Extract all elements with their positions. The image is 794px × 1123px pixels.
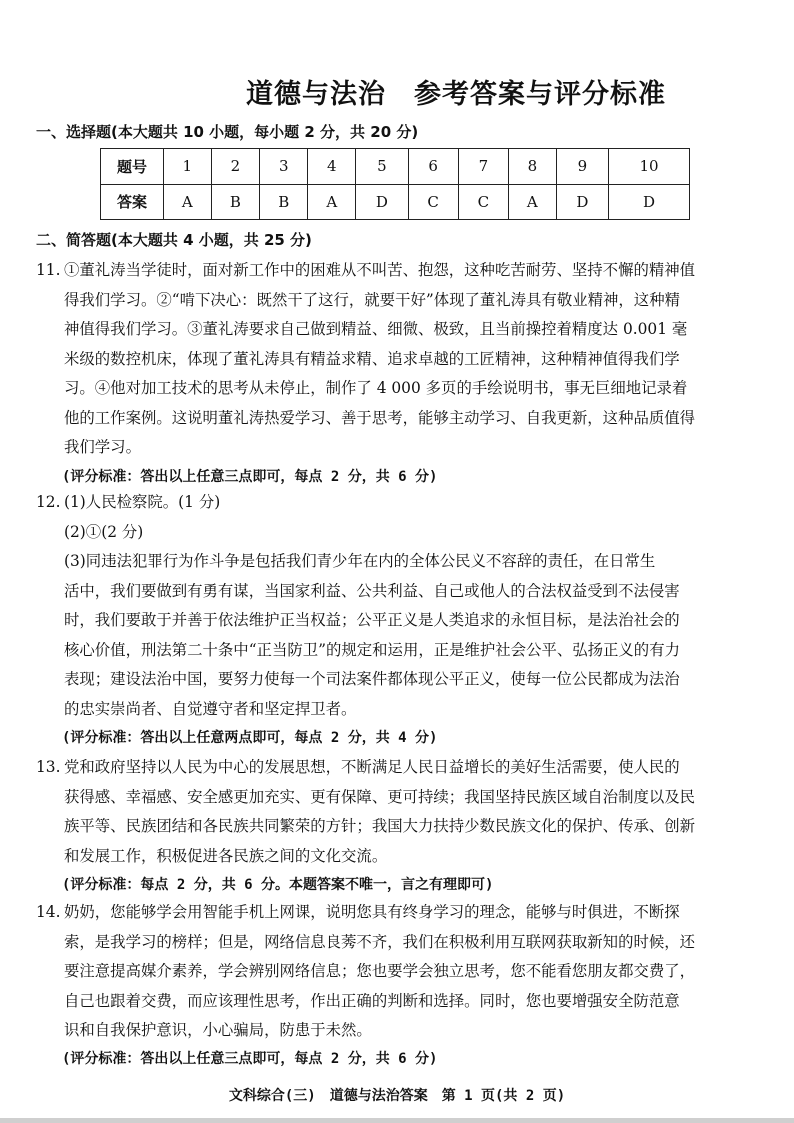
answer-line: 奶奶，您能够学会用智能手机上网课，说明您具有终身学习的理念，能够与时俱进，不断探 [64,903,680,921]
answer-line: 党和政府坚持以人民为中心的发展思想，不断满足人民日益增长的美好生活需要，使人民的 [64,758,680,776]
answer-line: 米级的数控机床，体现了董礼涛具有精益求精、追求卓越的工匠精神，这种精神值得我们学 [64,349,680,368]
scoring-criteria: (评分标准：答出以上任意三点即可，每点 2 分，共 6 分) [62,1051,438,1067]
answer-line: 和发展工作，积极促进各民族之间的文化交流。 [64,846,388,865]
table-cell: 10 [609,149,690,185]
table-cell: A [308,184,356,220]
table-cell: 2 [211,149,259,185]
question-12 [36,488,762,724]
answer-line: 活中，我们要做到有勇有谋，当国家利益、公共利益、自己或他人的合法权益受到不法侵害 [64,581,680,600]
table-cell: 9 [556,149,608,185]
scoring-criteria: (评分标准：答出以上任意两点即可，每点 2 分，共 4 分) [62,730,438,746]
table-cell: D [556,184,608,220]
footer-exam-name: 文科综合(三) [228,1088,316,1104]
title-description: 参考答案与评分标准 [414,79,666,110]
section-heading-short-answer: 二、简答题(本大题共 4 小题，共 25 分) [36,231,312,249]
footer-subject: 道德与法治答案 [329,1088,428,1104]
answer-line: 索，是我学习的榜样；但是，网络信息良莠不齐，我们在积极利用互联网获取新知的时候，还 [64,932,696,951]
table-cell: C [458,184,508,220]
table-cell: 5 [356,149,408,185]
question-number: 11. [36,261,61,279]
answer-line: 识和自我保护意识，小心骗局，防患于未然。 [64,1021,372,1039]
table-header-answer: 答案 [101,184,164,220]
section-heading-choice: 一、选择题(本大题共 10 小题，每小题 2 分，共 20 分) [36,123,419,141]
answer-line: (3)同违法犯罪行为作斗争是包括我们青少年在内的全体公民义不容辞的责任，在日常生 [64,552,656,570]
question-14 [36,898,762,1046]
scoring-criteria: (评分标准：答出以上任意三点即可，每点 2 分，共 6 分) [62,469,438,485]
question-number: 14. [36,903,61,921]
question-number: 12. [36,493,61,511]
answer-line: 时，我们要敢于并善于依法维护正当权益；公平正义是人类追求的永恒目标，是法治社会的 [64,611,680,629]
table-cell: 4 [308,149,356,185]
answer-line: 的忠实崇尚者、自觉遵守者和坚定捍卫者。 [64,699,357,718]
answer-line: ①董礼涛当学徒时，面对新工作中的困难从不叫苦、抱怨，这种吃苦耐劳、坚持不懈的精神值 [64,261,696,279]
table-cell: 7 [458,149,508,185]
page-footer [0,1085,794,1105]
scoring-criteria: (评分标准：每点 2 分，共 6 分。本题答案不唯一，言之有理即可) [62,877,494,893]
table-cell: A [509,184,557,220]
answer-line: 他的工作案例。这说明董礼涛热爱学习、善于思考，能够主动学习、自我更新，这种品质值得 [64,408,696,427]
answer-part-1: (1)人民检察院。(1 分) [64,493,221,511]
table-row-answers [101,184,690,220]
table-cell: 8 [509,149,557,185]
answer-line: 表现；建设法治中国，要努力使每一个司法案件都体现公平正义，使每一位公民都成为法治 [64,670,680,688]
answer-line: 核心价值，刑法第二十条中“正当防卫”的规定和运用，正是维护社会公平、弘扬正义的有力 [64,640,680,659]
table-cell: B [260,184,308,220]
page-edge-divider [0,1118,794,1123]
table-cell: D [609,184,690,220]
page-title [246,72,726,111]
question-13 [36,753,762,871]
table-header-number: 题号 [101,149,164,185]
table-cell: A [164,184,212,220]
answer-line: 神值得我们学习。③董礼涛要求自己做到精益、细微、极致，且当前操控着精度达 0.001 毫 [64,320,688,338]
answer-line: 习。④他对加工技术的思考从未停止，制作了 4 000 多页的手绘说明书，事无巨细地记录着 [64,379,688,397]
table-cell: B [211,184,259,220]
footer-page-number: 第 1 页(共 2 页) [441,1088,566,1104]
table-cell: D [356,184,408,220]
answer-table [100,148,690,220]
table-row-numbers [101,149,690,185]
answer-part-2: (2)①(2 分) [64,522,144,541]
table-cell: 3 [260,149,308,185]
table-cell: C [408,184,458,220]
answer-line: 自己也跟着交费，而应该理性思考，作出正确的判断和选择。同时，您也要增强安全防范意 [64,991,680,1010]
question-11 [36,256,762,463]
table-cell: 1 [164,149,212,185]
title-subject: 道德与法治 [246,79,386,110]
answer-line: 要注意提高媒介素养，学会辨别网络信息；您也要学会独立思考，您不能看您朋友都交费了， [64,962,696,980]
table-cell: 6 [408,149,458,185]
answer-line: 获得感、幸福感、安全感更加充实、更有保障、更可持续；我国坚持民族区域自治制度以及民 [64,787,696,806]
answer-line: 族平等、民族团结和各民族共同繁荣的方针；我国大力扶持少数民族文化的保护、传承、创新 [64,817,696,835]
question-number: 13. [36,758,61,776]
answer-line: 我们学习。 [64,438,141,456]
answer-line: 得我们学习。②“啃下决心：既然干了这行，就要干好”体现了董礼涛具有敬业精神，这种精 [64,290,680,309]
